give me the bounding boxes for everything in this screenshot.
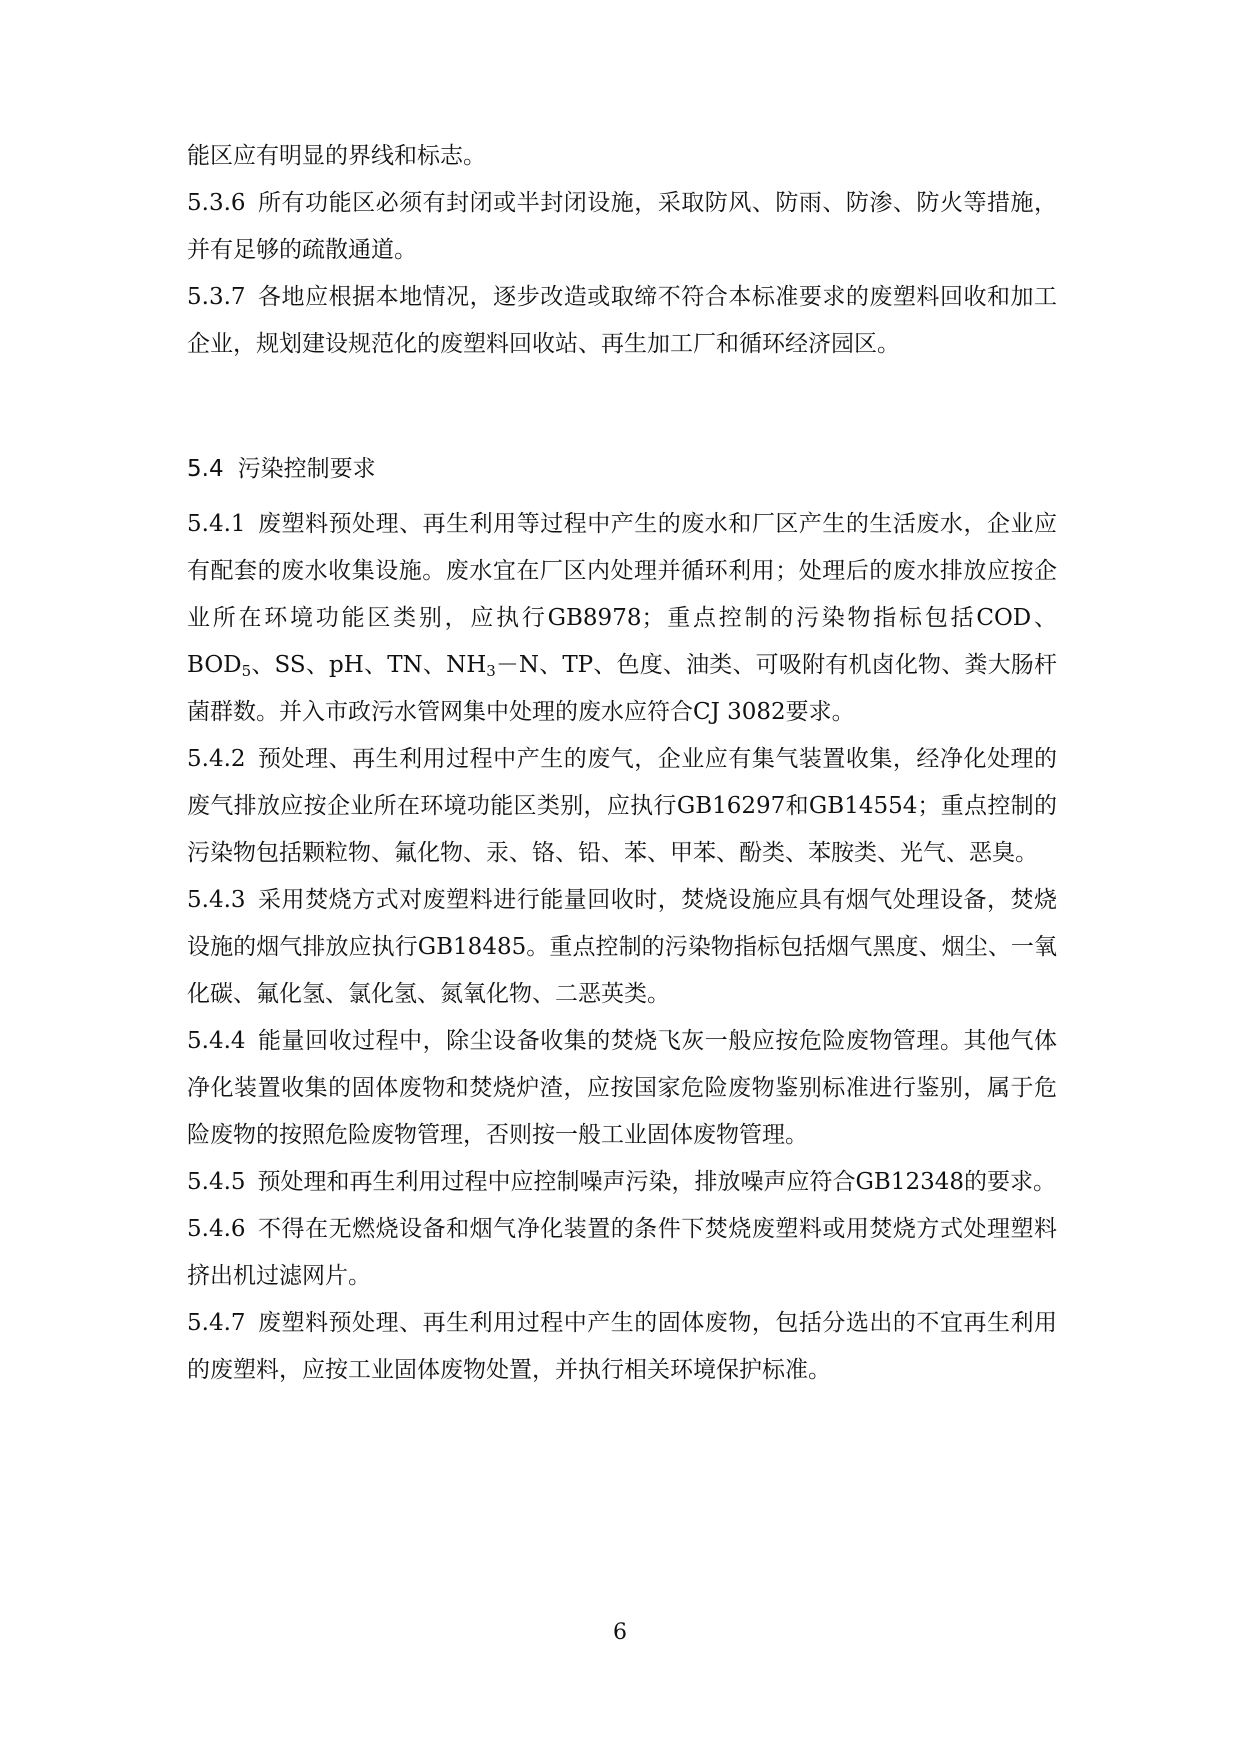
clause-text: 采用焚烧方式对废塑料进行能量回收时，焚烧设施应具有烟气处理设备，焚烧设施的烟气排放应执行GB18485。重点控制的污染物指标包括烟气黑度、烟尘、一氧化碳、氟化氢、氯化氢、氮氧化物、二恶英类。 — [187, 887, 1057, 1007]
clause-number: 5.4.2 — [187, 746, 246, 772]
clause-5-4-1 — [187, 501, 1057, 736]
clause-5-3-6 — [187, 180, 1057, 274]
clause-text: 预处理、再生利用过程中产生的废气，企业应有集气装置收集，经净化处理的废气排放应按企业所在环境功能区类别，应执行GB16297和GB14554；重点控制的污染物包括颗粒物、氟化物、汞、铬、铅、苯、甲苯、酚类、苯胺类、光气、恶臭。 — [187, 746, 1057, 866]
clause-text-part: －N、TP、色度、油类、可吸附有机卤化物、粪大肠杆菌群数。并入市政污水管网集中处理的废水应符合CJ 3082要求。 — [187, 652, 1057, 725]
clause-5-4-2 — [187, 736, 1057, 877]
section-heading-5-4 — [187, 446, 376, 493]
clause-number: 5.3.7 — [187, 284, 246, 310]
clause-text-part: 废塑料预处理、再生利用等过程中产生的废水和厂区产生的生活废水，企业应有配套的废水收集设施。废水宜在厂区内处理并循环利用；处理后的废水排放应按企业所在环境功能区类别，应执行GB8978；重点控制的污染物指标包括COD、BOD — [187, 511, 1057, 678]
clause-number: 5.4.3 — [187, 887, 246, 913]
clause-text: 预处理和再生利用过程中应控制噪声污染，排放噪声应符合GB12348的要求。 — [257, 1169, 1056, 1195]
clause-text: 各地应根据本地情况，逐步改造或取缔不符合本标准要求的废塑料回收和加工企业，规划建设规范化的废塑料回收站、再生加工厂和循环经济园区。 — [187, 284, 1057, 357]
section-5-3-block — [187, 133, 1057, 368]
heading-title: 污染控制要求 — [237, 456, 376, 482]
continuation-paragraph: 能区应有明显的界线和标志。 — [187, 143, 486, 169]
clause-5-4-7 — [187, 1300, 1057, 1394]
clause-5-4-3 — [187, 877, 1057, 1018]
clause-text: 废塑料预处理、再生利用过程中产生的固体废物，包括分选出的不宜再生利用的废塑料，应按工业固体废物处置，并执行相关环境保护标准。 — [187, 1310, 1057, 1383]
clause-text-part: 、SS、pH、TN、NH — [251, 652, 487, 678]
clause-text: 不得在无燃烧设备和烟气净化装置的条件下焚烧废塑料或用焚烧方式处理塑料挤出机过滤网片。 — [187, 1216, 1057, 1289]
section-5-4-block — [187, 501, 1057, 1394]
clause-number: 5.3.6 — [187, 190, 246, 216]
clause-number: 5.4.5 — [187, 1169, 246, 1195]
clause-number: 5.4.4 — [187, 1028, 246, 1054]
subscript: 3 — [486, 662, 496, 680]
clause-5-3-7 — [187, 274, 1057, 368]
clause-text: 所有功能区必须有封闭或半封闭设施，采取防风、防雨、防渗、防火等措施，并有足够的疏散通道。 — [187, 190, 1057, 263]
subscript: 5 — [241, 662, 252, 680]
clause-number: 5.4.7 — [187, 1310, 246, 1336]
clause-number: 5.4.1 — [187, 511, 246, 537]
heading-number: 5.4 — [187, 456, 224, 482]
clause-5-4-6 — [187, 1206, 1057, 1300]
page-number: 6 — [613, 1620, 627, 1645]
clause-text: 能量回收过程中，除尘设备收集的焚烧飞灰一般应按危险废物管理。其他气体净化装置收集的固体废物和焚烧炉渣，应按国家危险废物鉴别标准进行鉴别，属于危险废物的按照危险废物管理，否则按一般工业固体废物管理。 — [187, 1028, 1057, 1148]
clause-5-4-4 — [187, 1018, 1057, 1159]
clause-number: 5.4.6 — [187, 1216, 246, 1242]
clause-5-4-5 — [187, 1159, 1057, 1206]
